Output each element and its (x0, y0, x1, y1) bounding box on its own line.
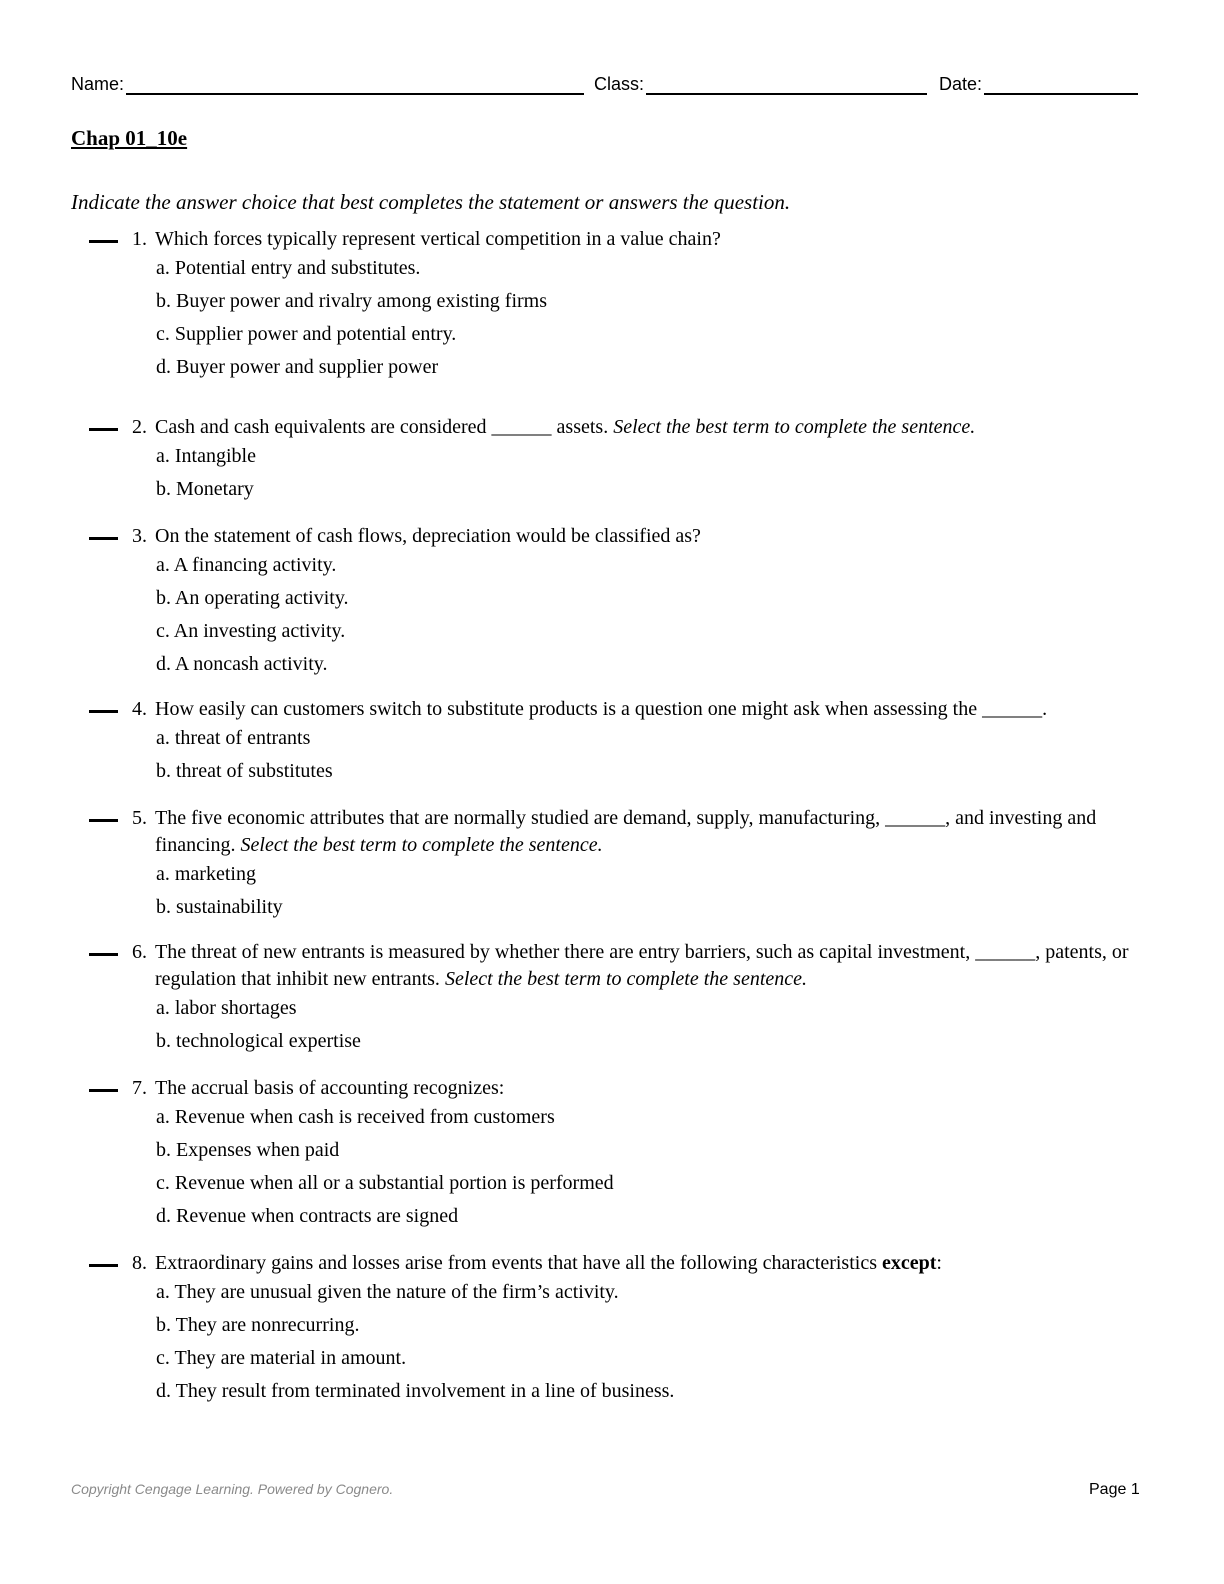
page-number: Page 1 (1089, 1481, 1140, 1498)
question-number: 8. (132, 1252, 147, 1274)
answer-blank[interactable] (89, 240, 118, 243)
question-number: 5. (132, 807, 147, 829)
question-number: 7. (132, 1077, 147, 1099)
header-fields (71, 73, 1141, 97)
option-c: c. Revenue when all or a substantial portion is performed (156, 1172, 614, 1194)
option-c: c. Supplier power and potential entry. (156, 323, 457, 345)
class-field[interactable] (594, 73, 927, 95)
date-field[interactable] (939, 73, 1138, 95)
option-b: b. threat of substitutes (156, 760, 333, 782)
question-number: 3. (132, 525, 147, 547)
instructions: Indicate the answer choice that best completes the statement or answers the question. (71, 190, 791, 214)
question-number: 2. (132, 416, 147, 438)
option-d: d. Revenue when contracts are signed (156, 1205, 459, 1227)
stem-text: Cash and cash equivalents are considered ______ assets. (155, 416, 609, 438)
option-a: a. They are unusual given the nature of the firm’s activity. (156, 1281, 619, 1303)
question-stem: The accrual basis of accounting recognizes: (155, 1077, 505, 1099)
chapter-title: Chap 01_10e (71, 126, 188, 150)
stem-instruction: Select the best term to complete the sentence. (444, 968, 808, 990)
question-stem: On the statement of cash flows, depreciation would be classified as? (155, 525, 701, 547)
answer-blank[interactable] (89, 953, 118, 956)
stem-instruction: Select the best term to complete the sentence. (613, 416, 976, 438)
option-b: b. sustainability (156, 896, 283, 918)
stem-instruction: Select the best term to complete the sentence. (240, 834, 603, 856)
option-d: d. A noncash activity. (156, 653, 328, 675)
question-stem: Which forces typically represent vertical competition in a value chain? (155, 228, 721, 250)
question-stem (155, 414, 1140, 441)
option-a: a. marketing (156, 863, 256, 885)
option-b: b. technological expertise (156, 1030, 361, 1052)
option-a: a. Revenue when cash is received from customers (156, 1106, 555, 1128)
option-b: b. Monetary (156, 478, 254, 500)
option-d: d. Buyer power and supplier power (156, 356, 439, 378)
answer-blank[interactable] (89, 428, 118, 431)
copyright-notice: Copyright Cengage Learning. Powered by Cognero. (71, 1481, 394, 1497)
option-b: b. An operating activity. (156, 587, 349, 609)
option-b: b. They are nonrecurring. (156, 1314, 360, 1336)
answer-blank[interactable] (89, 537, 118, 540)
stem-text: The five economic attributes that are normally studied are demand, supply, manufacturing, ______, and investing and financing. (155, 807, 1097, 856)
question-stem (155, 1250, 1140, 1277)
question-number: 6. (132, 941, 147, 963)
question-stem (155, 805, 1140, 859)
option-b: b. Expenses when paid (156, 1139, 340, 1161)
option-a: a. Intangible (156, 445, 256, 467)
option-a: a. labor shortages (156, 997, 297, 1019)
answer-blank[interactable] (89, 819, 118, 822)
option-d: d. They result from terminated involvement in a line of business. (156, 1380, 675, 1402)
option-b: b. Buyer power and rivalry among existing firms (156, 290, 548, 312)
stem-text: Extraordinary gains and losses arise from events that have all the following characteristics (155, 1252, 877, 1274)
answer-blank[interactable] (89, 1089, 118, 1092)
question-number: 1. (132, 228, 147, 250)
stem-end: : (936, 1252, 942, 1274)
date-label: Date: (939, 74, 983, 94)
question-stem: How easily can customers switch to substitute products is a question one might ask when assessing the ______. (155, 698, 1048, 720)
class-line[interactable] (646, 73, 927, 95)
option-c: c. An investing activity. (156, 620, 346, 642)
option-a: a. A financing activity. (156, 554, 337, 576)
question-number: 4. (132, 698, 147, 720)
option-a: a. Potential entry and substitutes. (156, 257, 421, 279)
name-line[interactable] (126, 73, 584, 95)
option-a: a. threat of entrants (156, 727, 311, 749)
name-field[interactable] (71, 73, 584, 95)
answer-blank[interactable] (89, 710, 118, 713)
option-c: c. They are material in amount. (156, 1347, 407, 1369)
date-line[interactable] (984, 73, 1138, 95)
stem-emphasis: except (881, 1252, 937, 1274)
stem-text: The threat of new entrants is measured by whether there are entry barriers, such as capital investment, ______, patents, or regulation that inhibit new entrants. (155, 941, 1129, 990)
question-stem (155, 939, 1140, 993)
name-label: Name: (71, 74, 125, 94)
class-label: Class: (594, 74, 645, 94)
answer-blank[interactable] (89, 1264, 118, 1267)
